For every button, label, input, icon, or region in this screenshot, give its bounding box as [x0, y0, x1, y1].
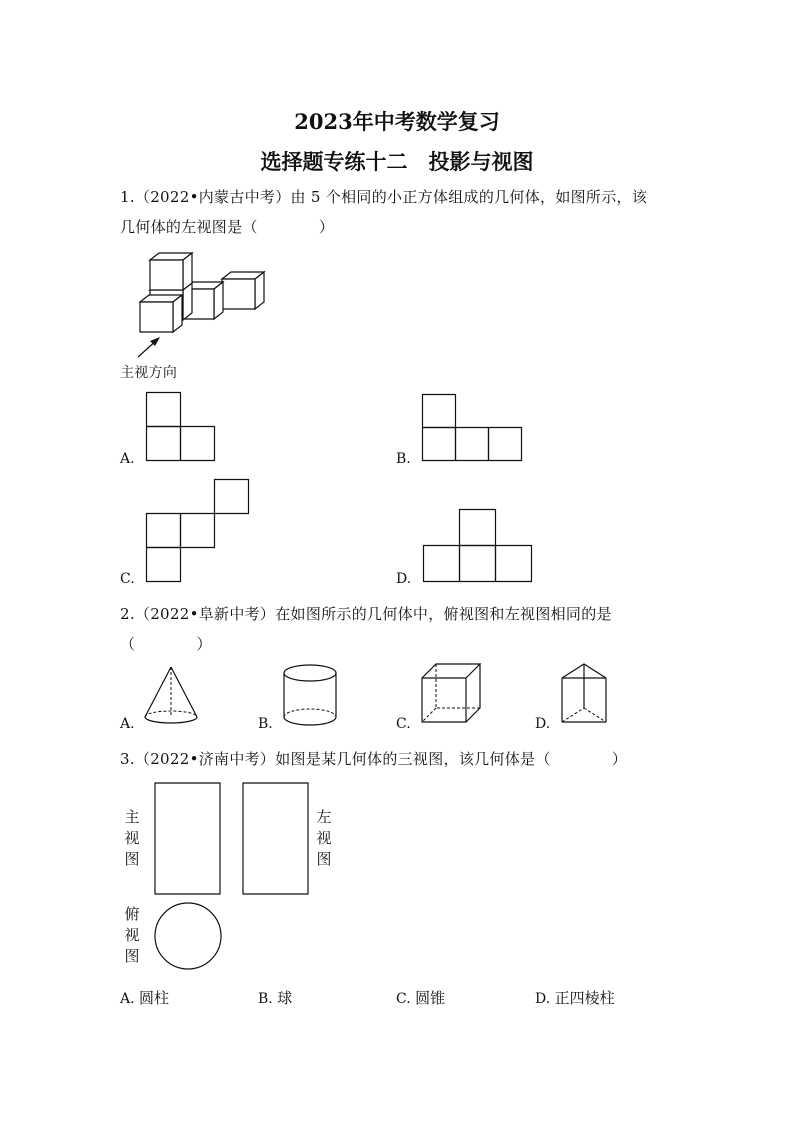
- q3-top-view-label: 俯视图: [124, 905, 140, 965]
- cube-icon[interactable]: [420, 662, 486, 728]
- q2-option-c-label[interactable]: C.: [396, 716, 411, 732]
- q1-option-d-figure[interactable]: [423, 509, 533, 583]
- q3-option-d[interactable]: [535, 987, 615, 1008]
- q1-direction-label: 主视方向: [120, 365, 178, 381]
- q3-option-b[interactable]: [258, 987, 292, 1008]
- q3-left-view-rect: [242, 782, 310, 896]
- page-title: 2023年中考数学复习: [294, 109, 500, 134]
- q3-option-c-letter: C.: [396, 991, 411, 1007]
- q3-left-view-label: 左视图: [316, 808, 332, 868]
- page-subtitle: 选择题专练十二 投影与视图: [260, 149, 534, 174]
- q3-front-view-rect: [154, 782, 222, 896]
- q2-option-a-label[interactable]: A.: [120, 716, 135, 732]
- triangular-prism-icon[interactable]: [558, 662, 612, 728]
- q3-option-b-text: 球: [277, 989, 293, 1007]
- q3-text-line1: 3.（2022•济南中考）如图是某几何体的三视图，该几何体是（ ）: [120, 750, 628, 768]
- q2-text-line2: （ ）: [120, 635, 212, 653]
- q3-option-a-letter: A.: [120, 991, 135, 1007]
- q1-option-a-figure[interactable]: [146, 392, 216, 462]
- q3-option-a-text: 圆柱: [139, 989, 170, 1007]
- cube-top: [150, 253, 192, 290]
- q3-option-d-text: 正四棱柱: [554, 989, 615, 1007]
- q3-front-view-label: 主视图: [124, 808, 140, 868]
- q3-top-view-circle: [153, 901, 223, 971]
- q2-option-b-label[interactable]: B.: [258, 716, 273, 732]
- q2-text-line1: 2.（2022•阜新中考）在如图所示的几何体中，俯视图和左视图相同的是: [120, 605, 612, 623]
- cube-right: [222, 272, 264, 309]
- q1-text-line2: 几何体的左视图是（ ）: [120, 218, 335, 236]
- q3-option-c[interactable]: [396, 987, 445, 1008]
- q1-option-b-figure[interactable]: [422, 394, 524, 462]
- cylinder-icon[interactable]: [282, 663, 340, 727]
- q1-option-a-label[interactable]: A.: [120, 451, 135, 467]
- q3-option-b-letter: B.: [258, 991, 273, 1007]
- q3-option-c-text: 圆锥: [415, 989, 446, 1007]
- q3-option-a[interactable]: [120, 987, 169, 1008]
- cube-front-left: [140, 295, 182, 332]
- q1-option-b-label[interactable]: B.: [396, 451, 411, 467]
- q2-option-d-label[interactable]: D.: [535, 716, 551, 732]
- q1-option-c-figure[interactable]: [146, 479, 250, 583]
- q1-option-d-label[interactable]: D.: [396, 571, 412, 587]
- q1-solid-figure: [130, 245, 280, 365]
- q1-text-line1: 1.（2022•内蒙古中考）由 5 个相同的小正方体组成的几何体，如图所示，该: [120, 188, 648, 206]
- q3-option-d-letter: D.: [535, 991, 551, 1007]
- cone-icon[interactable]: [143, 665, 203, 725]
- q1-option-c-label[interactable]: C.: [120, 571, 135, 587]
